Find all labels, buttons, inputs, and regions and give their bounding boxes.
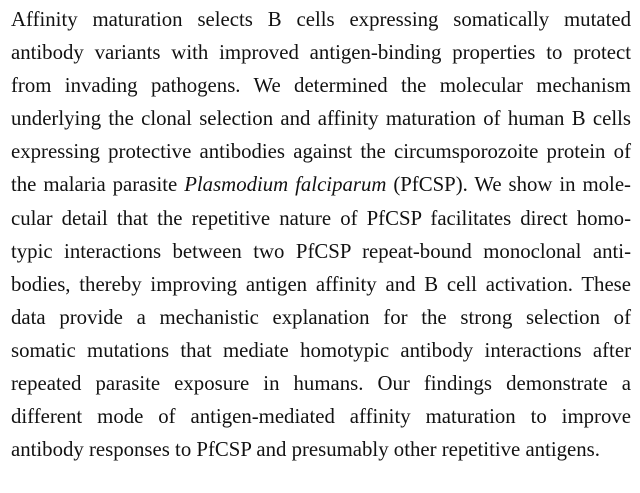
abstract-text-run: (PfCSP). We show in mole-	[386, 173, 631, 197]
abstract-line: data provide a mechanistic explanation for the strong selection of	[11, 305, 631, 329]
abstract-line: repeated parasite exposure in humans. Our findings demonstrate a	[11, 372, 631, 396]
abstract-line: typic interactions between two PfCSP repeat-bound monoclonal anti-	[11, 239, 631, 263]
abstract-line	[11, 168, 631, 201]
species-name: Plasmodium falciparum	[184, 173, 387, 197]
abstract-line: underlying the clonal selection and affinity maturation of human B cells	[11, 107, 631, 131]
abstract-line: antibody responses to PfCSP and presumably other repetitive antigens.	[11, 438, 600, 462]
abstract-line: different mode of antigen-mediated affinity maturation to improve	[11, 405, 631, 429]
abstract-line: from invading pathogens. We determined the molecular mechanism	[11, 74, 631, 98]
abstract-line: expressing protective antibodies against the circumsporozoite protein of	[11, 140, 631, 164]
abstract-line: bodies, thereby improving antigen affinity and B cell activation. These	[11, 272, 631, 296]
abstract-paragraph	[11, 3, 631, 466]
abstract-line: somatic mutations that mediate homotypic antibody interactions after	[11, 338, 631, 362]
abstract-line: Affinity maturation selects B cells expressing somatically mutated	[11, 8, 631, 31]
abstract-text-run: the malaria parasite	[11, 173, 185, 197]
abstract-line: cular detail that the repetitive nature of PfCSP facilitates direct homo-	[11, 206, 631, 230]
abstract-line: antibody variants with improved antigen-binding properties to protect	[11, 41, 631, 65]
